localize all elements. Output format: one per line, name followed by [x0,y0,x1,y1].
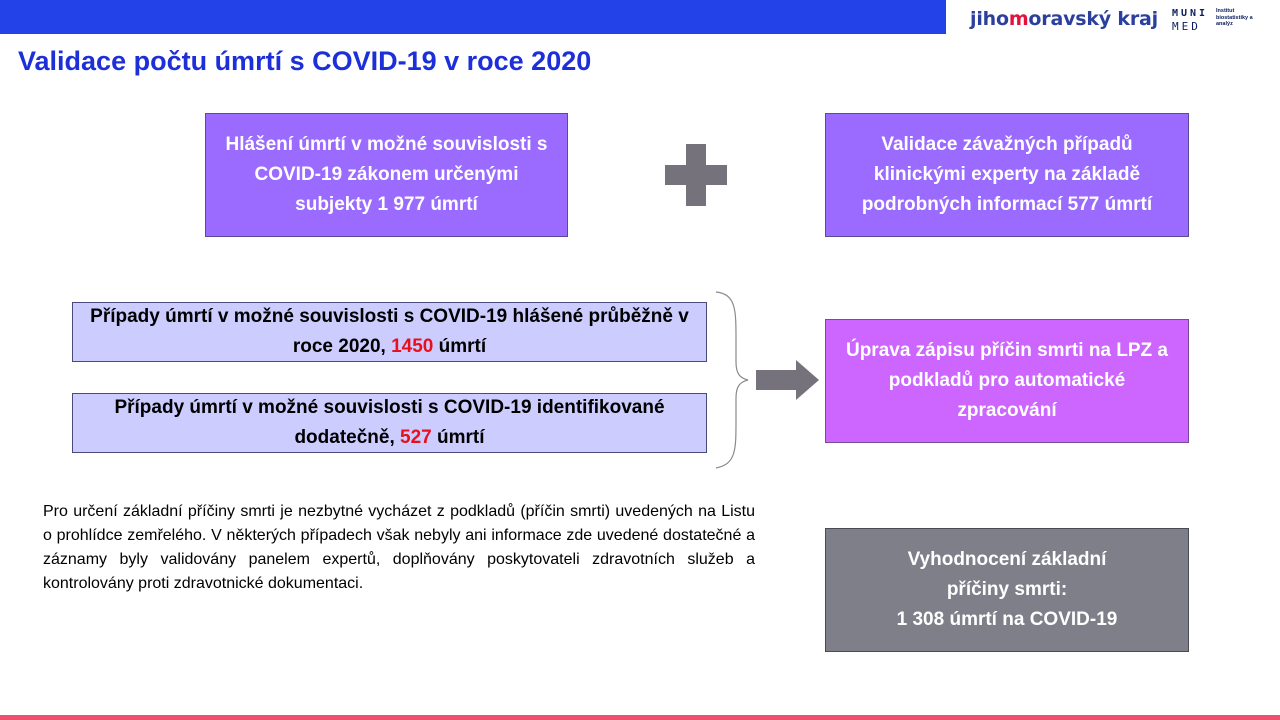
right-arrow-icon [756,360,820,402]
ongoing-count: 1450 [391,336,434,357]
ongoing-cases-box: Případy úmrtí v možné souvislosti s COVID-19 hlášené průběžně v roce 2020, 1450 úmrtí [72,302,707,362]
result-box [825,528,1189,652]
reporting-box: Hlášení úmrtí v možné souvislosti s COVID-19 zákonem určenými subjekty 1 977 úmrtí [205,113,568,237]
adjustment-box: Úprava zápisu příčin smrti na LPZ a podkladů pro automatické zpracování [825,319,1189,443]
institute-logo-text: Institut biostatistiky a analýz [1216,8,1253,27]
result-line-2: příčiny smrti: [946,579,1068,600]
muni-med-logo [1172,8,1252,38]
result-line-3: 1 308 úmrtí na COVID-19 [896,609,1118,630]
jihomoravsky-kraj-logo: jihomoravský kraj [970,8,1158,30]
right-brace-icon [710,290,755,470]
muni-logo-text: MUNI [1172,8,1209,19]
med-logo-text: MED [1172,20,1201,33]
additional-cases-box: Případy úmrtí v možné souvislosti s COVID-19 identifikované dodatečně, 527 úmrtí [72,393,707,453]
top-bar [0,0,946,34]
bottom-bar [0,715,1280,720]
validation-box: Validace závažných případů klinickými experty na základě podrobných informací 577 úmrtí [825,113,1189,237]
explanation-paragraph: Pro určení základní příčiny smrti je nezbytné vycházet z podkladů (příčin smrti) uvedených na Listu o prohlídce zemřelého. V některých případech však nebyly ani informace zde uvedené dostatečné a záznamy byly validovány panelem expertů, doplňovány poskytovateli zdravotních služeb a kontrolovány proti zdravotnické dokumentaci. [43,503,755,592]
page-title: Validace počtu úmrtí s COVID-19 v roce 2020 [18,46,592,76]
additional-count: 527 [400,427,432,448]
plus-icon [665,144,727,206]
result-line-1: Vyhodnocení základní [907,549,1107,570]
